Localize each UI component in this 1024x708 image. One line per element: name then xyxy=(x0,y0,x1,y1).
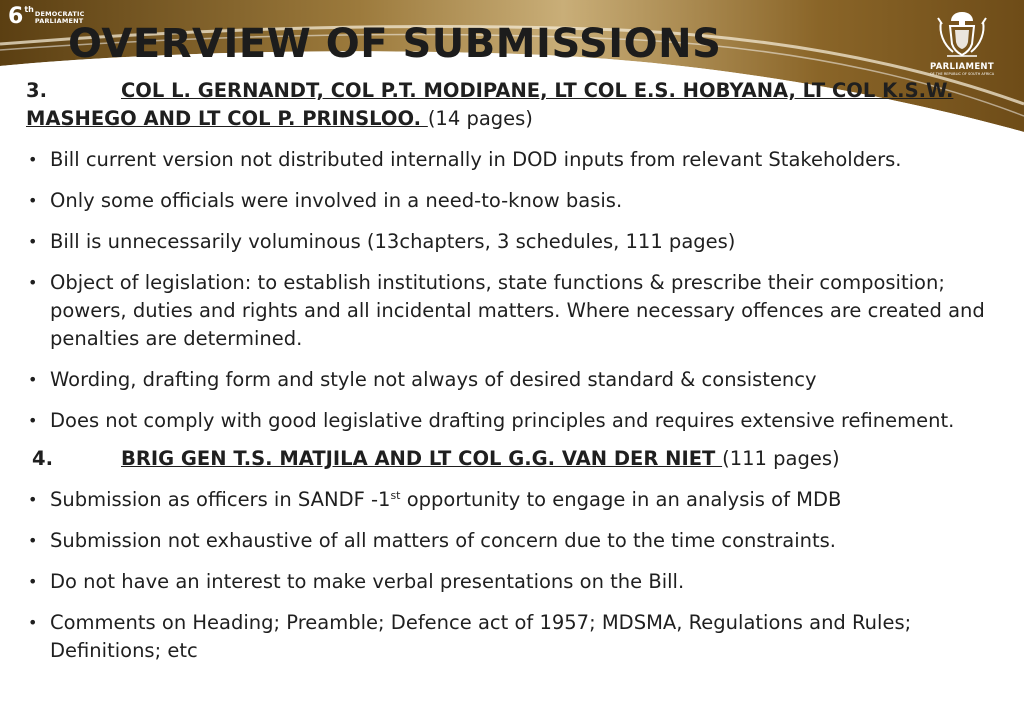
section-4-heading xyxy=(26,445,1006,473)
bullet-icon: • xyxy=(28,531,38,550)
list-item xyxy=(26,228,1006,256)
logo-line-parliament: PARLIAMENT xyxy=(34,17,84,25)
crest-icon xyxy=(933,8,991,60)
page-count: (111 pages) xyxy=(722,447,840,470)
submitter-names: COL L. GERNANDT, COL P.T. MODIPANE, LT COL E.S. HOBYANA, LT COL K.S.W. MASHEGO AND LT COL P. PRINSLOO. xyxy=(26,79,954,130)
bullet-icon: • xyxy=(28,150,38,169)
list-item xyxy=(26,486,1006,514)
list-item xyxy=(26,407,1006,435)
bullet-text: Does not comply with good legislative drafting principles and requires extensive refinement. xyxy=(50,409,955,432)
page-title: OVERVIEW OF SUBMISSIONS xyxy=(68,21,722,67)
section-3-bullets xyxy=(26,146,1006,435)
list-item xyxy=(26,366,1006,394)
list-item xyxy=(26,527,1006,555)
page-count: (14 pages) xyxy=(427,107,533,130)
bullet-text-part: Submission as officers in SANDF -1 xyxy=(50,488,391,511)
bullet-text: Wording, drafting form and style not always of desired standard & consistency xyxy=(50,368,817,391)
list-item xyxy=(26,187,1006,215)
bullet-text: Only some officials were involved in a need-to-know basis. xyxy=(50,189,623,212)
bullet-icon: • xyxy=(28,191,38,210)
bullet-icon: • xyxy=(28,411,38,430)
section-number: 3. xyxy=(26,79,47,102)
bullet-icon: • xyxy=(28,613,38,632)
section-4-bullets xyxy=(26,486,1006,665)
list-item xyxy=(26,568,1006,596)
logo-number: 6 xyxy=(8,4,24,29)
bullet-text: Bill is unnecessarily voluminous (13chapters, 3 schedules, 111 pages) xyxy=(50,230,736,253)
bullet-text: Submission not exhaustive of all matters of concern due to the time constraints. xyxy=(50,529,836,552)
section-number: 4. xyxy=(32,447,53,470)
parliament-crest xyxy=(926,8,998,77)
logo-superscript: th xyxy=(24,5,34,14)
bullet-text: Object of legislation: to establish institutions, state functions & prescribe their composition; powers, duties and rights and all incidental matters. Where necessary offences are created and penalties are determined. xyxy=(50,271,985,350)
list-item xyxy=(26,269,1006,353)
bullet-icon: • xyxy=(28,232,38,251)
bullet-icon: • xyxy=(28,370,38,389)
bullet-icon: • xyxy=(28,490,38,509)
list-item xyxy=(26,609,1006,665)
bullet-text: Comments on Heading; Preamble; Defence act of 1957; MDSMA, Regulations and Rules; Definitions; etc xyxy=(50,611,912,662)
logo-line-democratic: DEMOCRATIC xyxy=(34,10,85,18)
slide-content xyxy=(26,77,1006,665)
list-item xyxy=(26,146,1006,174)
submitter-names: BRIG GEN T.S. MATJILA AND LT COL G.G. VAN DER NIET xyxy=(121,447,723,470)
crest-sublabel: OF THE REPUBLIC OF SOUTH AFRICA xyxy=(929,72,995,76)
bullet-text: Do not have an interest to make verbal presentations on the Bill. xyxy=(50,570,685,593)
bullet-text: Bill current version not distributed internally in DOD inputs from relevant Stakeholders. xyxy=(50,148,902,171)
ordinal-superscript: st xyxy=(390,489,401,502)
crest-label: PARLIAMENT xyxy=(930,62,994,72)
bullet-text-part: opportunity to engage in an analysis of MDB xyxy=(400,488,842,511)
section-3-heading xyxy=(26,77,1006,133)
bullet-icon: • xyxy=(28,273,38,292)
bullet-icon: • xyxy=(28,572,38,591)
